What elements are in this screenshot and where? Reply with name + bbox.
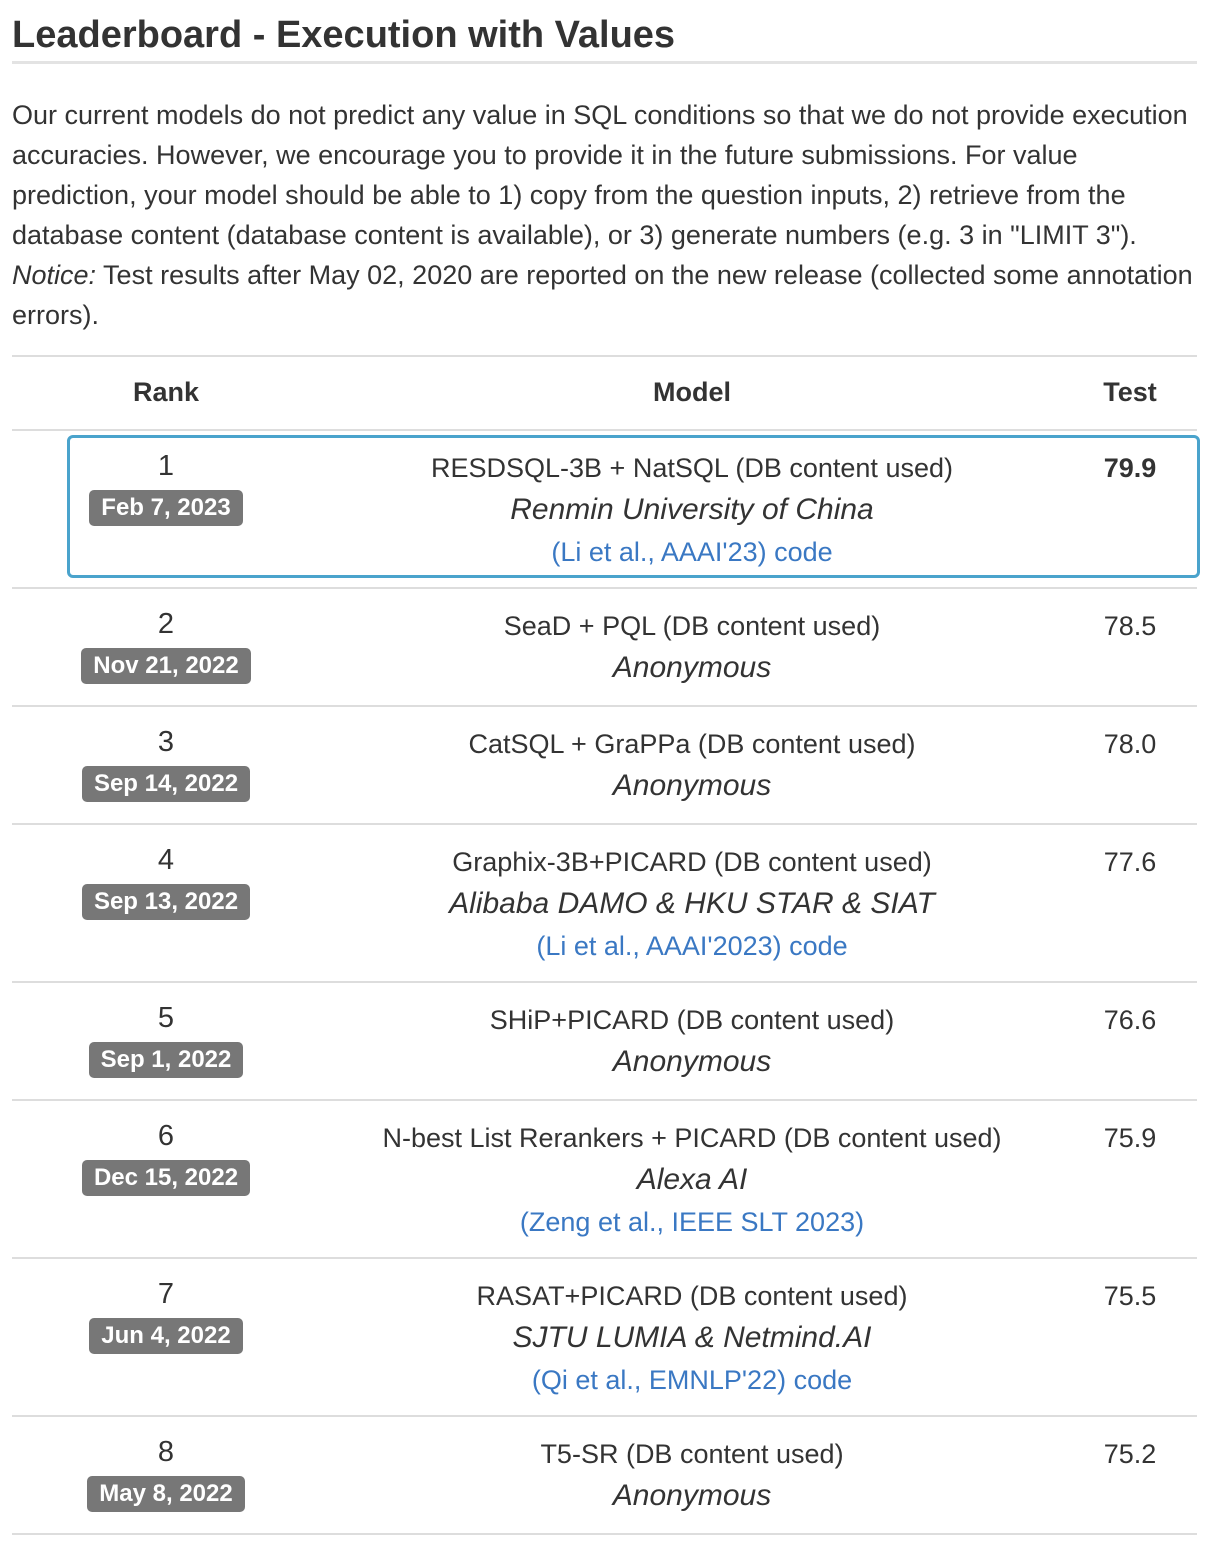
model-cell (300, 1118, 1084, 1242)
model-name: SHiP+PICARD (DB content used) (489, 1005, 895, 1035)
date-badge-wrap (0, 1160, 332, 1196)
row-divider (12, 705, 1197, 707)
rank-number: 1 (157, 450, 175, 482)
table-top-border (12, 355, 1197, 357)
rank-number: 6 (157, 1120, 175, 1152)
test-score: 78.0 (1103, 729, 1157, 759)
model-cell (300, 606, 1084, 690)
model-name: N-best List Rerankers + PICARD (DB content used) (382, 1123, 1002, 1153)
date-badge: Sep 1, 2022 (89, 1042, 244, 1078)
rank-number: 2 (157, 608, 175, 640)
date-badge: Dec 15, 2022 (82, 1160, 250, 1196)
header-test: Test (1103, 377, 1157, 407)
model-cell (300, 1434, 1084, 1518)
row-divider (12, 1257, 1197, 1259)
test-score: 79.9 (1103, 453, 1157, 483)
reference-link[interactable]: (Li et al., AAAI'2023) code (536, 931, 848, 961)
page-title: Leaderboard - Execution with Values (12, 14, 676, 56)
institution: Alibaba DAMO & HKU STAR & SIAT (449, 887, 935, 920)
model-name: SeaD + PQL (DB content used) (503, 611, 881, 641)
rank-number: 7 (157, 1278, 175, 1310)
institution: Alexa AI (636, 1163, 748, 1196)
institution: Anonymous (612, 651, 772, 684)
institution: Renmin University of China (510, 493, 874, 526)
date-badge-wrap (0, 766, 332, 802)
intro-paragraph (12, 95, 1200, 335)
date-badge: Nov 21, 2022 (81, 648, 250, 684)
header-divider (12, 429, 1197, 431)
date-badge: May 8, 2022 (87, 1476, 244, 1512)
rank-number: 5 (157, 1002, 175, 1034)
model-cell (300, 724, 1084, 808)
row-divider (12, 587, 1197, 589)
date-badge: Sep 13, 2022 (82, 884, 250, 920)
date-badge-wrap (0, 648, 332, 684)
top-row-highlight (67, 435, 1200, 578)
model-cell (300, 1276, 1084, 1400)
rank-number: 4 (157, 844, 175, 876)
date-badge-wrap (0, 884, 332, 920)
test-score: 75.5 (1103, 1281, 1157, 1311)
row-divider (12, 1415, 1197, 1417)
test-score: 78.5 (1103, 611, 1157, 641)
institution: Anonymous (612, 1479, 772, 1512)
row-divider (12, 823, 1197, 825)
institution: Anonymous (612, 769, 772, 802)
model-name: Graphix-3B+PICARD (DB content used) (452, 847, 932, 877)
model-cell (300, 1000, 1084, 1084)
model-cell (300, 842, 1084, 966)
model-name: T5-SR (DB content used) (540, 1439, 844, 1469)
date-badge: Sep 14, 2022 (82, 766, 250, 802)
model-name: RASAT+PICARD (DB content used) (476, 1281, 908, 1311)
intro-text-2: Test results after May 02, 2020 are reported on the new release (collected some annotation errors). (12, 260, 1193, 330)
reference-link[interactable]: (Qi et al., EMNLP'22) code (531, 1365, 853, 1395)
test-score: 75.2 (1103, 1439, 1157, 1469)
test-score: 76.6 (1103, 1005, 1157, 1035)
reference-link[interactable]: (Zeng et al., IEEE SLT 2023) (519, 1207, 865, 1237)
row-divider (12, 1099, 1197, 1101)
notice-label: Notice: (12, 260, 97, 290)
date-badge-wrap (0, 1042, 332, 1078)
institution: Anonymous (612, 1045, 772, 1078)
model-name: RESDSQL-3B + NatSQL (DB content used) (431, 453, 953, 483)
intro-text-1: Our current models do not predict any value in SQL conditions so that we do not provide execution accuracies. However, we encourage you to provide it in the future submissions. For value prediction, your model should be able to 1) copy from the question inputs, 2) retrieve from the database content (database content is available), or 3) generate numbers (e.g. 3 in "LIMIT 3"). (12, 100, 1188, 250)
header-model: Model (653, 377, 731, 407)
rank-number: 3 (157, 726, 175, 758)
row-divider (12, 981, 1197, 983)
date-badge: Feb 7, 2023 (89, 490, 242, 526)
date-badge-wrap (0, 1476, 332, 1512)
test-score: 75.9 (1103, 1123, 1157, 1153)
date-badge: Jun 4, 2022 (89, 1318, 242, 1354)
model-name: CatSQL + GraPPa (DB content used) (468, 729, 916, 759)
row-divider (12, 1533, 1197, 1535)
rank-number: 8 (157, 1436, 175, 1468)
header-rank: Rank (132, 377, 200, 407)
test-score: 77.6 (1103, 847, 1157, 877)
institution: SJTU LUMIA & Netmind.AI (512, 1321, 872, 1354)
title-divider (12, 61, 1197, 64)
date-badge-wrap (0, 1318, 332, 1354)
reference-link[interactable]: (Li et al., AAAI'23) code (551, 537, 833, 567)
